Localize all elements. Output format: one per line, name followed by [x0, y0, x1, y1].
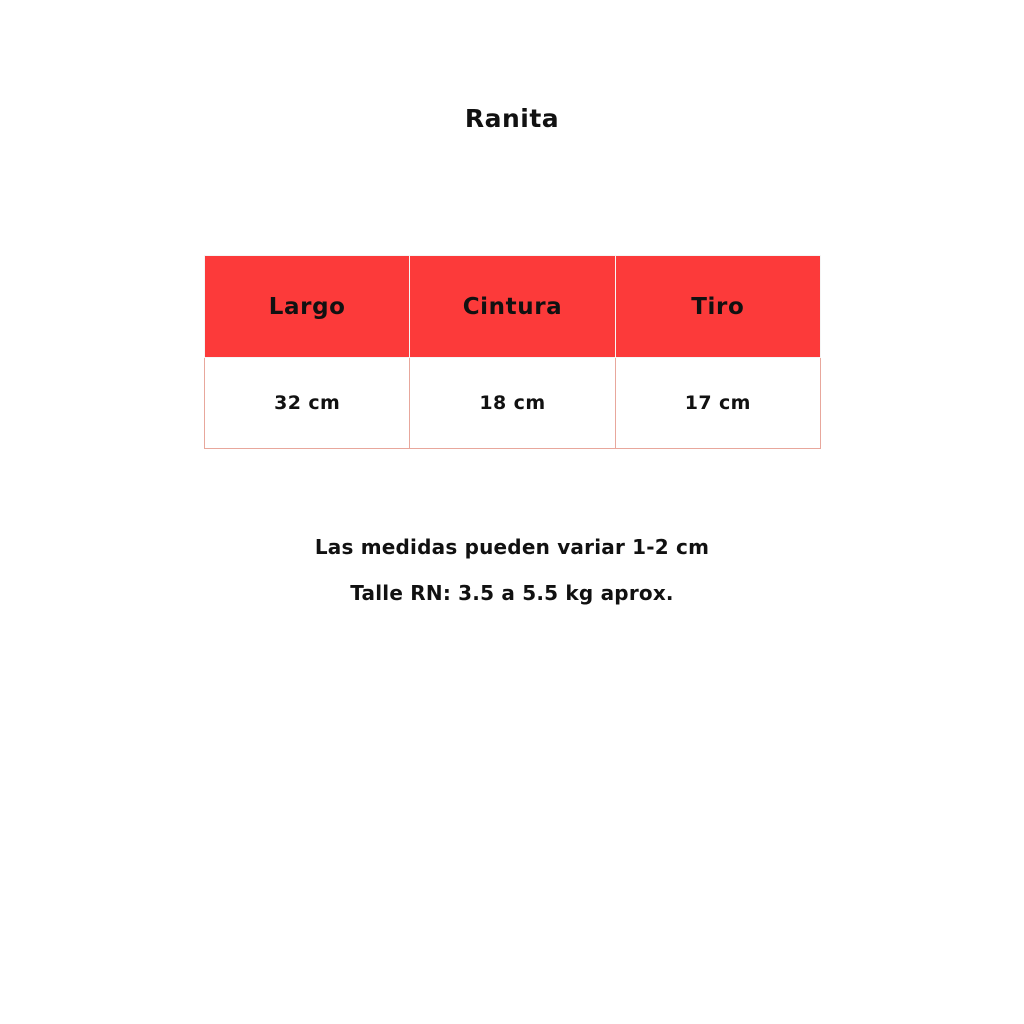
- note-size-weight-range: Talle RN: 3.5 a 5.5 kg aprox.: [350, 581, 674, 605]
- cell-cintura: 18 cm: [410, 358, 615, 449]
- table-header-row: [205, 256, 821, 358]
- notes-section: [0, 524, 1024, 616]
- measurements-table: [204, 255, 821, 449]
- table-row: [205, 358, 821, 449]
- note-measurement-variance: Las medidas pueden variar 1-2 cm: [314, 535, 710, 559]
- page-title: Ranita: [464, 104, 560, 133]
- column-header-tiro: Tiro: [615, 256, 820, 358]
- cell-tiro: 17 cm: [615, 358, 820, 449]
- column-header-cintura: Cintura: [410, 256, 615, 358]
- table-header: [205, 256, 821, 358]
- column-header-largo: Largo: [205, 256, 410, 358]
- table-body: [205, 358, 821, 449]
- measurements-table-container: [204, 255, 821, 449]
- cell-largo: 32 cm: [205, 358, 410, 449]
